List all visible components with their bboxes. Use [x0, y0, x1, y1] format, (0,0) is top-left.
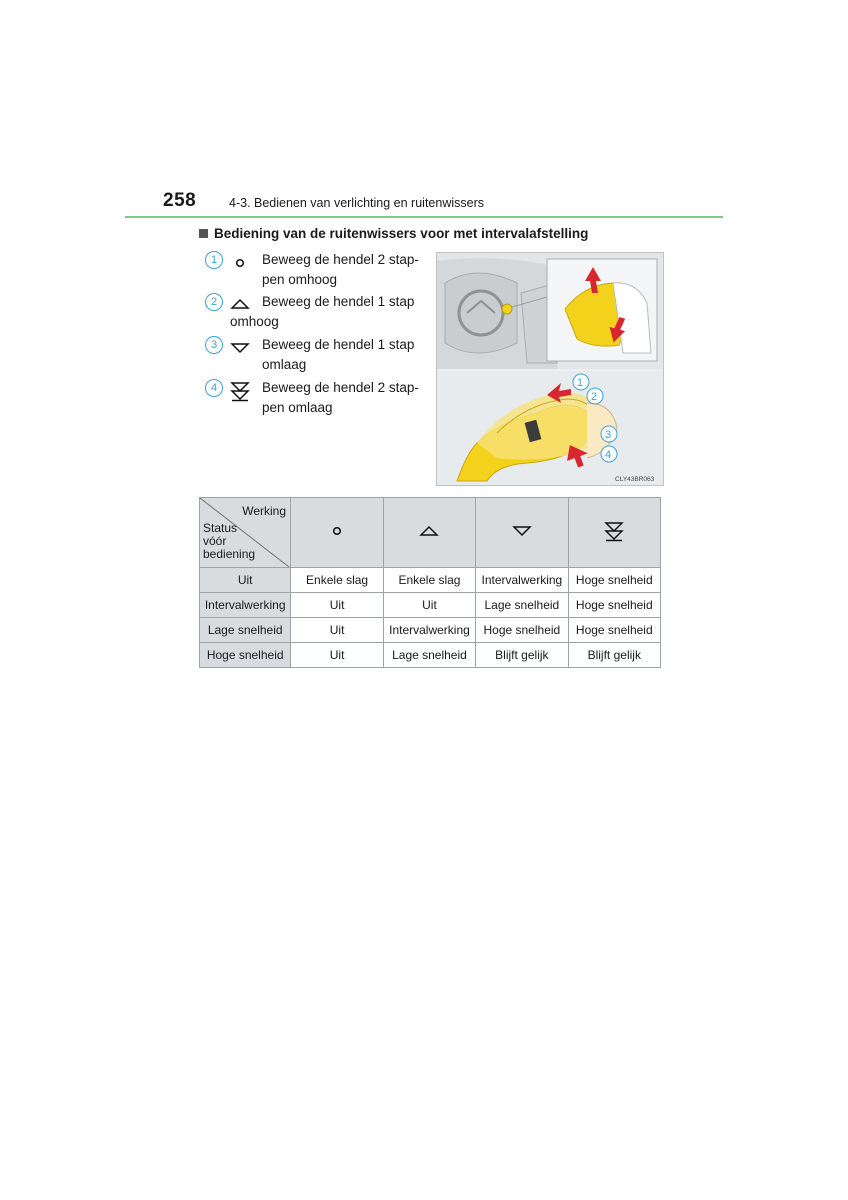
- step-text-continued: omhoog: [230, 314, 279, 329]
- table-cell: Uit: [291, 593, 383, 618]
- table-cell: Uit: [291, 643, 383, 668]
- table-cell: Hoge snelheid: [476, 618, 568, 643]
- step-text-continued: pen omhoog: [262, 272, 338, 287]
- column-header: [568, 498, 660, 568]
- figure-callout: 1: [577, 377, 584, 389]
- step-number: 2: [205, 293, 223, 311]
- table-cell: Hoge snelheid: [568, 618, 660, 643]
- triangle-down-icon: [229, 337, 251, 357]
- triangle-up-icon: [418, 521, 440, 541]
- step-text: Beweeg de hendel 1 stap: [262, 337, 415, 352]
- wiper-lever-drawing: [437, 253, 663, 485]
- table-cell: Intervalwerking: [383, 618, 475, 643]
- table-header-row: [200, 498, 661, 568]
- table-cell: Lage snelheid: [476, 593, 568, 618]
- step-text: Beweeg de hendel 2 stap-: [262, 252, 419, 267]
- table-cell: Enkele slag: [383, 568, 475, 593]
- row-status: Uit: [200, 568, 291, 593]
- figure-code: CLY43BR063: [615, 476, 655, 483]
- table-corner-cell: [200, 498, 291, 568]
- table-cell: Blijft gelijk: [476, 643, 568, 668]
- table-cell: Enkele slag: [291, 568, 383, 593]
- table-cell: Uit: [383, 593, 475, 618]
- corner-label-bottom-text: Status vóór bediening: [203, 521, 256, 561]
- corner-label-bottom: [203, 522, 259, 561]
- table-cell: Uit: [291, 618, 383, 643]
- circle-icon: [229, 252, 251, 272]
- circle-icon: [326, 521, 348, 541]
- table-cell: Hoge snelheid: [568, 568, 660, 593]
- column-header: [476, 498, 568, 568]
- row-status: Intervalwerking: [200, 593, 291, 618]
- section-heading: [199, 226, 588, 241]
- table-cell: Lage snelheid: [383, 643, 475, 668]
- double-triangle-down-icon: [229, 380, 251, 402]
- table-row: [200, 593, 661, 618]
- corner-label-top: Werking: [242, 504, 286, 518]
- table-row: [200, 568, 661, 593]
- step-number: 4: [205, 379, 223, 397]
- wiper-operation-table: [199, 497, 661, 668]
- double-triangle-down-icon: [603, 520, 625, 542]
- table-row: [200, 643, 661, 668]
- step-text-continued: omlaag: [262, 357, 307, 372]
- header-rule: [125, 216, 723, 218]
- step-number: 1: [205, 251, 223, 269]
- table-cell: Intervalwerking: [476, 568, 568, 593]
- wiper-lever-illustration: [436, 252, 664, 486]
- figure-callout: 4: [605, 449, 612, 461]
- row-status: Lage snelheid: [200, 618, 291, 643]
- table-cell: Hoge snelheid: [568, 593, 660, 618]
- column-header: [291, 498, 383, 568]
- section-heading-text: Bediening van de ruitenwissers voor met intervalafstelling: [214, 226, 589, 241]
- triangle-up-icon: [229, 294, 251, 314]
- running-head: 4-3. Bedienen van verlichting en ruitenwissers: [229, 196, 484, 210]
- figure-callout: 3: [605, 429, 612, 441]
- step-text-continued: pen omlaag: [262, 400, 333, 415]
- step-text: Beweeg de hendel 1 stap: [262, 294, 415, 309]
- table-row: [200, 618, 661, 643]
- bullet-square-icon: [199, 229, 208, 238]
- column-header: [383, 498, 475, 568]
- figure-callout: 2: [591, 391, 598, 403]
- page-number: 258: [163, 190, 197, 211]
- triangle-down-icon: [511, 521, 533, 541]
- step-number: 3: [205, 336, 223, 354]
- step-text: Beweeg de hendel 2 stap-: [262, 380, 419, 395]
- table-cell: Blijft gelijk: [568, 643, 660, 668]
- row-status: Hoge snelheid: [200, 643, 291, 668]
